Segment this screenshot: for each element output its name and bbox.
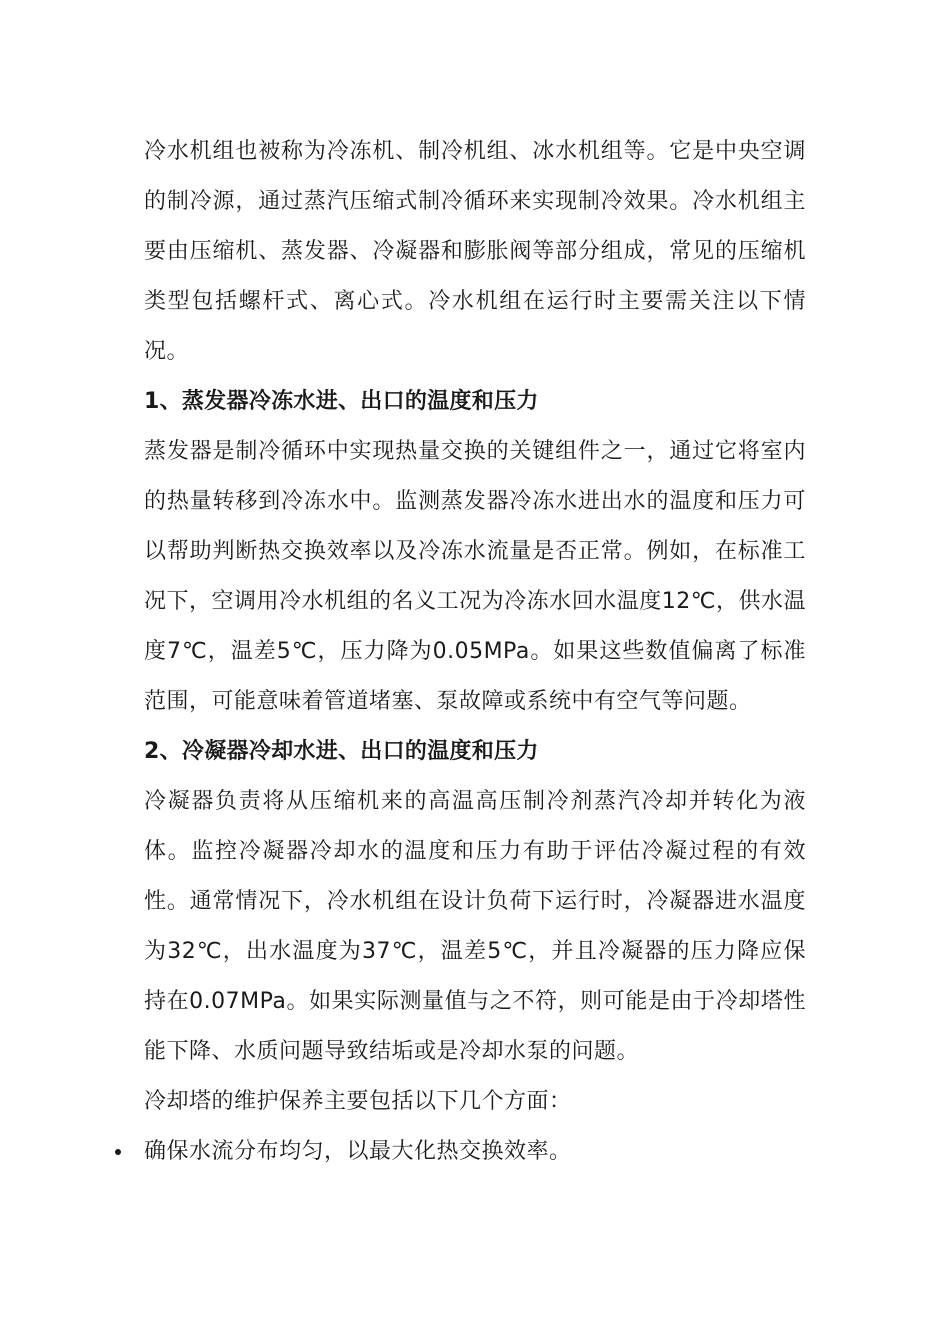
intro-paragraph: 冷水机组也被称为冷冻机、制冷机组、冰水机组等。它是中央空调的制冷源，通过蒸汽压缩式制冷循环来实现制冷效果。冷水机组主要由压缩机、蒸发器、冷凝器和膨胀阀等部分组成，常见的压缩机类型包括螺杆式、离心式。冷水机组在运行时主要需关注以下情况。 (144, 139, 806, 364)
document-body (144, 127, 806, 1177)
condenser-paragraph: 冷凝器负责将从压缩机来的高温高压制冷剂蒸汽冷却并转化为液体。监控冷凝器冷却水的温度和压力有助于评估冷凝过程的有效性。通常情况下，冷水机组在设计负荷下运行时，冷凝器进水温度为32℃，出水温度为37℃，温差5℃，并且冷凝器的压力降应保持在0.07MPa。如果实际测量值与之不符，则可能是由于冷却塔性能下降、水质问题导致结垢或是冷却水泵的问题。 (144, 789, 806, 1064)
section-heading-condenser: 2、冷凝器冷却水进、出口的温度和压力 (144, 739, 539, 764)
list-item (144, 1127, 806, 1177)
evaporator-paragraph: 蒸发器是制冷循环中实现热量交换的关键组件之一，通过它将室内的热量转移到冷冻水中。监测蒸发器冷冻水进出水的温度和压力可以帮助判断热交换效率以及冷冻水流量是否正常。例如，在标准工况下，空调用冷水机组的名义工况为冷冻水回水温度12℃，供水温度7℃，温差5℃，压力降为0.05MPa。如果这些数值偏离了标准范围，可能意味着管道堵塞、泵故障或系统中有空气等问题。 (144, 439, 806, 714)
maintenance-list (144, 1127, 806, 1177)
list-item-text: 确保水流分布均匀，以最大化热交换效率。 (144, 1139, 572, 1164)
section-heading-evaporator: 1、蒸发器冷冻水进、出口的温度和压力 (144, 389, 539, 414)
maintenance-lead: 冷却塔的维护保养主要包括以下几个方面： (144, 1089, 572, 1114)
bullet-icon (115, 1149, 121, 1155)
